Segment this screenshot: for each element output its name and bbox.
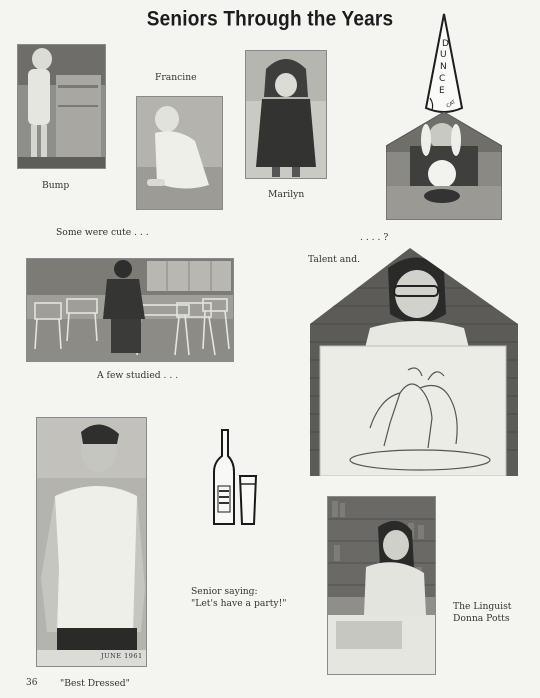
caption-marilyn: Marilyn xyxy=(268,189,305,200)
caption-best-dressed: "Best Dressed" xyxy=(60,678,130,689)
caption-francine: Francine xyxy=(155,72,197,83)
photo-classroom-studying xyxy=(26,258,234,362)
photo-bunny-puppet xyxy=(386,112,502,220)
photo-linguist xyxy=(327,496,436,675)
caption-talent-question: . . . . ? xyxy=(360,232,389,243)
dunce-cat-text: CAT xyxy=(445,99,457,110)
caption-linguist-line2: Donna Potts xyxy=(453,613,510,624)
page-title: Seniors Through the Years xyxy=(146,7,394,32)
caption-senior-saying-line1: Senior saying: xyxy=(191,586,258,597)
caption-some-cute: Some were cute . . . xyxy=(56,227,149,238)
photo-bump xyxy=(17,44,106,169)
dunce-letter-e: E xyxy=(439,86,445,96)
photo-date-stamp: JUNE 1961 xyxy=(101,652,143,660)
caption-senior-saying-line2: "Let's have a party!" xyxy=(191,598,287,609)
caption-talent-and: Talent and. xyxy=(308,254,360,265)
photo-talent-artist xyxy=(310,248,518,476)
dunce-letter-d: D xyxy=(442,39,449,49)
caption-bump: Bump xyxy=(42,180,70,191)
photo-francine xyxy=(136,96,223,210)
caption-linguist-line1: The Linguist xyxy=(453,601,512,612)
page-number: 36 xyxy=(26,678,38,688)
dunce-letter-u: U xyxy=(440,50,447,60)
caption-few-studied: A few studied . . . xyxy=(97,370,179,381)
photo-marilyn xyxy=(245,50,327,179)
dunce-letter-c: C xyxy=(439,74,446,84)
dunce-cap-drawing xyxy=(420,12,468,115)
bottle-and-glass-drawing xyxy=(208,428,262,528)
dunce-letter-n: N xyxy=(440,62,447,72)
photo-best-dressed xyxy=(36,417,147,667)
